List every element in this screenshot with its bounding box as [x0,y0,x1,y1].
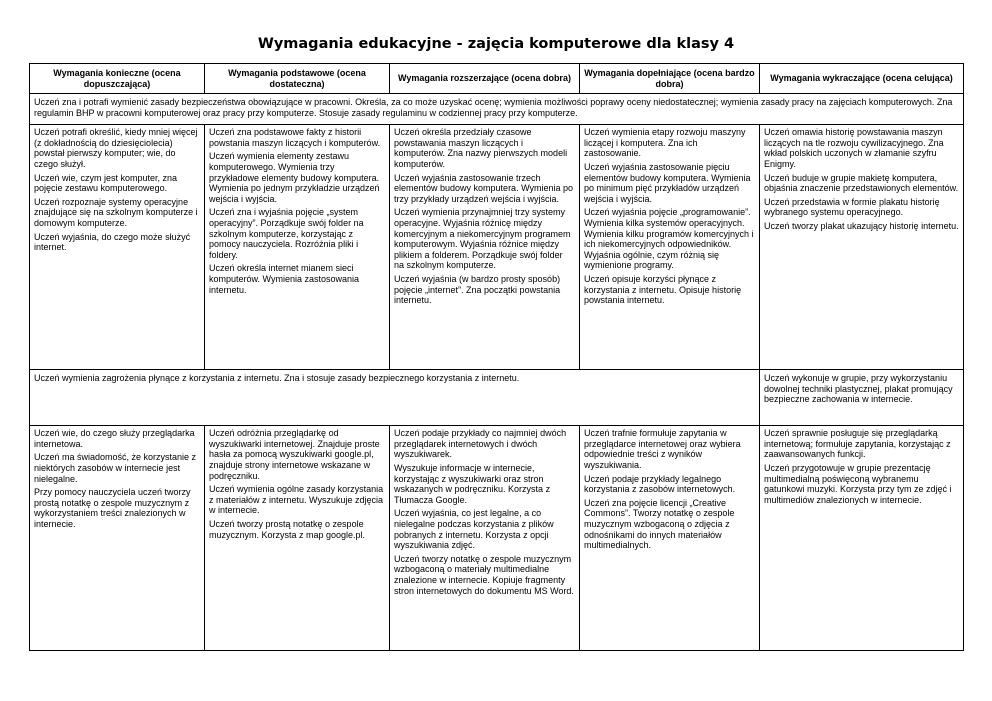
list-item: Uczeń podaje przykłady legalnego korzystania z zasobów internetowych. [584,473,736,495]
section2-col2 [205,426,390,651]
header-wykraczajace: Wymagania wykraczające (ocena celująca) [760,64,964,94]
list-item: Uczeń buduje w grupie makietę komputera, objaśnia znaczenie przedstawionych elementów. [764,172,959,194]
intro-cell: Uczeń zna i potrafi wymienić zasady bezpieczeństwa obowiązujące w pracowni. Określa, za co może uzyskać ocenę; wymienia możliwości poprawy oceny niedostatecznej; wymienia zasady pracy na zajęciach komputerowych. Zna regulamin BHP w pracowni komputerowej oraz pracy przy komputerze. Stosuje zasady regulaminu w codziennej pracy przy komputerze. [30,94,964,125]
list-item: Uczeń wymienia elementy zestawu komputerowego. Wymienia trzy przykładowe elementy budowy komputera. Wymienia po jednym przykładzie urządzeń wejścia i wyjścia. [209,151,380,204]
section2-col3 [390,426,580,651]
list-item: Uczeń odróżnia przeglądarkę od wyszukiwarki internetowej. Znajduje proste hasła za pomocą wyszukiwarki google.pl, znajduje strony internetowe wskazane w podręczniku. [209,428,380,481]
section1-col1 [30,125,205,370]
list-item: Uczeń wyjaśnia zastosowanie pięciu elementów budowy komputera. Wymienia po minimum pięć przykładów urządzeń wejścia i wyjścia. [584,161,751,204]
list-item: Uczeń tworzy plakat ukazujący historię internetu. [764,220,959,231]
list-item: Uczeń zna i wyjaśnia pojęcie „system operacyjny”. Porządkuje swój folder na szkolnym komputerze, korzystając z pomocy nauczyciela. Rozróżnia pliki i foldery. [209,207,364,260]
section1-col4 [580,125,760,370]
list-item: Uczeń trafnie formułuje zapytania w przeglądarce internetowej oraz wybiera odpowiednie treści z wyników wyszukiwania. [584,428,741,470]
list-item: Uczeń wie, do czego służy przeglądarka internetowa. [34,428,195,449]
list-item: Uczeń wyjaśnia, co jest legalne, a co nielegalne podczas korzystania z plików pobranych z internetu. Korzysta z opcji wyszukiwania zdjęć. [394,508,554,551]
list-item: Uczeń wyjaśnia zastosowanie trzech elementów budowy komputera. Wymienia po trzy przykłady urządzeń wejścia i wyjścia. [394,172,574,204]
list-item: Uczeń podaje przykłady co najmniej dwóch przeglądarek internetowych i dwóch wyszukiwarek. [394,428,567,460]
list-item: Uczeń zna pojęcie licencji „Creative Commons”. Tworzy notatkę o zespole muzycznym wzbogaconą o zdjęcia z odnośnikami do innych materiałów multimedialnych. [584,497,735,551]
internet-safety-poster-cell: Uczeń wykonuje w grupie, przy wykorzystaniu dowolnej techniki plastycznej, plakat promujący bezpieczne zachowania w internecie. [760,370,964,426]
list-item: Uczeń określa internet mianem sieci komputerów. Wymienia zastosowania internetu. [209,263,359,295]
section2-row [30,426,964,651]
list-item: Uczeń wymienia ogólne zasady korzystania z materiałów z internetu. Wyszukuje zdjęcia w internecie. [209,484,384,516]
section1-row [30,125,964,370]
section2-col1 [30,426,205,651]
list-item: Uczeń omawia historię powstawania maszyn liczących na tle rozwoju cywilizacyjnego. Zna wkład polskich uczonych w złamanie szyfru Enigmy. [764,127,944,169]
list-item: Uczeń wyjaśnia pojęcie „programowanie”. Wymienia kilka systemów operacyjnych. Wymienia kilku programów komercyjnych i ich niekomercyjnych odpowiedników. Wyjaśnia ogólnie, czym różnią się wymienione programy. [584,207,754,271]
list-item: Uczeń przygotowuje w grupie prezentację multimedialną poświęconą wybranemu gatunkowi muzyki. Korzysta przy tym ze zdjęć i multimediów znalezionych w internecie. [764,462,952,505]
header-row [30,64,964,94]
internet-safety-cell: Uczeń wymienia zagrożenia płynące z korzystania z internetu. Zna i stosuje zasady bezpiecznego korzystania z internetu. [30,370,760,426]
list-item: Uczeń wyjaśnia, do czego może służyć internet. [34,231,191,253]
section1-col3 [390,125,580,370]
list-item: Przy pomocy nauczyciela uczeń tworzy prostą notatkę o zespole muzycznym z wykorzystaniem treści znalezionych w internecie. [34,487,191,529]
document-title: Wymagania edukacyjne - zajęcia komputerowe dla klasy 4 [257,36,735,52]
section2-col5 [760,426,964,651]
list-item: Uczeń określa przedziały czasowe powstawania maszyn liczących i komputerów. Zna nazwy pierwszych modeli komputerów. [394,127,568,169]
section1-col2 [205,125,390,370]
list-item: Uczeń tworzy notatkę o zespole muzycznym wzbogaconą o materiały multimedialne znalezione w internecie. Kopiuje fragmenty stron internetowych do dokumentu MS Word. [394,553,574,596]
header-dopelniajace: Wymagania dopełniające (ocena bardzo dobra) [580,64,760,94]
section1-col5 [760,125,964,370]
intro-row [30,94,964,125]
list-item: Uczeń opisuje korzyści płynące z korzystania z internetu. Opisuje historię powstania internetu. [584,273,742,306]
list-item: Uczeń sprawnie posługuje się przeglądarką internetową; formułuje zapytania, korzystając z zaawansowanych funkcji. [764,428,951,460]
list-item: Uczeń wyjaśnia (w bardzo prosty sposób) pojęcie „internet”. Zna początki powstania internetu. [394,273,561,306]
header-podstawowe: Wymagania podstawowe (ocena dostateczna) [205,64,390,94]
list-item: Uczeń potrafi określić, kiedy mniej więcej (z dokładnością do dziesięciolecia) powstał pierwszy komputer; wie, do czego służył. [34,127,198,169]
list-item: Uczeń przedstawia w formie plakatu historię wybranego systemu operacyjnego. [764,196,940,218]
header-konieczne: Wymagania konieczne (ocena dopuszczająca) [30,64,205,94]
list-item: Uczeń ma świadomość, że korzystanie z niektórych zasobów w internecie jest nielegalne. [34,452,197,484]
list-item: Uczeń rozpoznaje systemy operacyjne znajdujące się na szkolnym komputerze i domowym komputerze. [34,196,198,228]
list-item: Uczeń wie, czym jest komputer, zna pojęcie zestawu komputerowego. [34,172,178,194]
list-item: Uczeń tworzy prostą notatkę o zespole muzycznym. Korzysta z map google.pl. [209,518,366,540]
list-item: Wyszukuje informacje w internecie, korzystając z wyszukiwarki oraz stron wskazanych w podręczniku. Korzysta z Tłumacza Google. [394,462,551,505]
requirements-table [29,63,964,651]
section2-col4 [580,426,760,651]
header-rozszerzajace: Wymagania rozszerzające (ocena dobra) [390,64,580,94]
list-item: Uczeń wymienia przynajmniej trzy systemy operacyjne. Wyjaśnia różnicę między komercyjnym a niekomercyjnym programem komputerowym. Wyjaśnia różnice między plikiem a folderem. Porządkuje swój folder na szkolnym komputerze. [394,207,571,271]
internet-row [30,370,964,426]
list-item: Uczeń zna podstawowe fakty z historii powstania maszyn liczących i komputerów. [209,127,381,148]
list-item: Uczeń wymienia etapy rozwoju maszyny liczącej i komputera. Zna ich zastosowanie. [584,127,746,159]
